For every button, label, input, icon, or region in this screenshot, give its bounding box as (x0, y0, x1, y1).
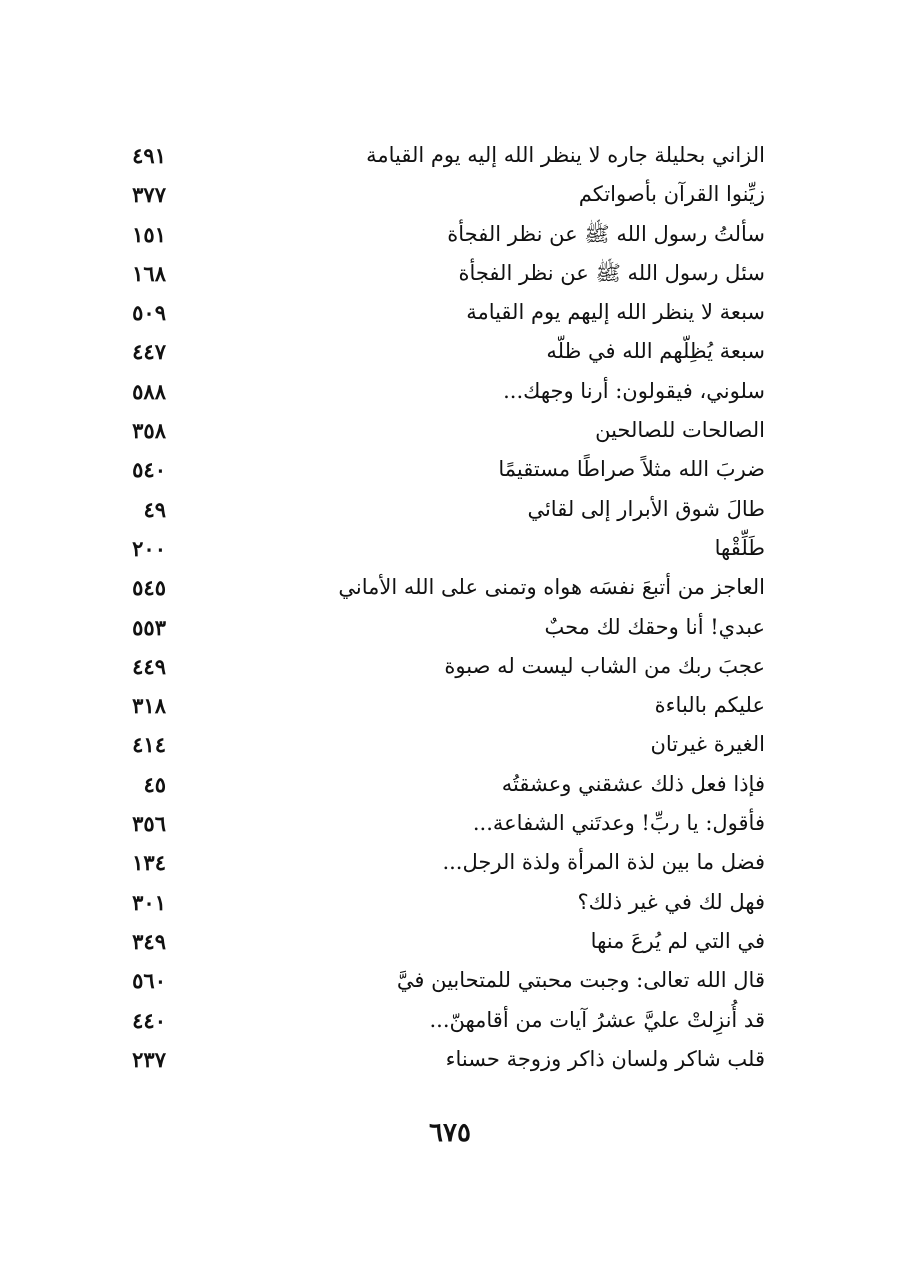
index-entry (120, 1001, 770, 1040)
page-reference: ٣٥٦ (132, 811, 166, 837)
hadith-text: الصالحات للصالحين (595, 418, 765, 443)
page-reference: ٥٤٥ (132, 575, 166, 601)
page-reference: ٥٦٠ (132, 968, 166, 994)
page-reference: ٤٤٠ (132, 1007, 166, 1033)
index-entry (120, 568, 770, 607)
hadith-text: فضل ما بين لذة المرأة ولذة الرجل... (442, 850, 765, 875)
hadith-text: عبدي! أنا وحقك لك محبٌ (544, 614, 765, 639)
page-reference: ٣٥٨ (132, 418, 166, 444)
hadith-text: قلب شاكر ولسان ذاكر وزوجة حسناء (445, 1046, 765, 1071)
index-entry (120, 686, 770, 725)
index-entry (120, 647, 770, 686)
index-entry (120, 490, 770, 529)
index-entry (120, 450, 770, 489)
page-reference: ٥٥٣ (132, 614, 166, 640)
index-entry (120, 608, 770, 647)
page-reference: ٤١٤ (132, 732, 166, 758)
page-reference: ٤٩ (143, 496, 166, 522)
index-entry (120, 136, 770, 175)
hadith-text: الزاني بحليلة جاره لا ينظر الله إليه يوم القيامة (366, 143, 765, 167)
page-reference: ١٣٤ (132, 850, 166, 876)
hadith-text: ضربَ الله مثلاً صراطًا مستقيمًا (498, 457, 765, 482)
index-entry (120, 843, 770, 882)
hadith-text: سلوني، فيقولون: أرنا وجهك... (503, 378, 765, 403)
hadith-text: زيِّنوا القرآن بأصواتكم (578, 182, 765, 207)
index-entry (120, 175, 770, 214)
index-entry (120, 961, 770, 1000)
index-entry (120, 215, 770, 254)
page-reference: ٥٠٩ (132, 300, 166, 326)
page-reference: ٣٧٧ (132, 182, 166, 208)
page-reference: ٢٠٠ (132, 535, 166, 561)
index-entry (120, 725, 770, 764)
hadith-text: الغيرة غيرتان (650, 732, 765, 757)
hadith-text: طَلِّقْها (714, 535, 765, 560)
hadith-text: العاجز من أتبعَ نفسَه هواه وتمنى على الله الأماني (338, 575, 765, 600)
hadith-text: قال الله تعالى: وجبت محبتي للمتحابين فيَّ (396, 968, 765, 993)
page-reference: ٤٩١ (132, 143, 166, 168)
hadith-text: عجبَ ربك من الشاب ليست له صبوة (444, 653, 765, 678)
page-reference: ٣٠١ (132, 889, 166, 915)
page-reference: ٢٣٧ (132, 1046, 166, 1072)
hadith-text: سئل رسول الله ﷺ عن نظر الفجأة (458, 260, 765, 285)
hadith-text: في التي لم يُرعَ منها (590, 928, 765, 953)
index-entry (120, 883, 770, 922)
page-reference: ٤٥ (143, 771, 166, 797)
index-entry (120, 254, 770, 293)
page-reference: ٣١٨ (132, 693, 166, 719)
index-entry (120, 332, 770, 371)
page-reference: ٤٤٩ (132, 653, 166, 679)
page-reference: ٥٤٠ (132, 457, 166, 483)
hadith-text: سبعة لا ينظر الله إليهم يوم القيامة (466, 300, 765, 325)
index-entry (120, 529, 770, 568)
hadith-text: سبعة يُظِلّهم الله في ظلّه (546, 339, 765, 364)
page-reference: ١٦٨ (132, 260, 166, 286)
hadith-text: سألتُ رسول الله ﷺ عن نظر الفجأة (447, 221, 765, 246)
hadith-text: عليكم بالباءة (654, 693, 765, 718)
index-entry (120, 804, 770, 843)
page-reference: ٥٨٨ (132, 378, 166, 404)
index-entry (120, 765, 770, 804)
page-reference: ١٥١ (132, 221, 166, 247)
hadith-text: فإذا فعل ذلك عشقني وعشقتُه (501, 771, 765, 796)
hadith-text: فهل لك في غير ذلك؟ (577, 889, 765, 914)
hadith-index-list (120, 136, 770, 1079)
page-number: ٦٧٥ (429, 1118, 471, 1148)
index-entry (120, 922, 770, 961)
page-reference: ٤٤٧ (132, 339, 166, 365)
hadith-text: طالَ شوق الأبرار إلى لقائي (527, 496, 765, 521)
index-entry (120, 1040, 770, 1079)
index-entry (120, 293, 770, 332)
index-entry (120, 411, 770, 450)
hadith-text: قد أُنزِلتْ عليَّ عشرُ آيات من أقامهنّ... (429, 1007, 765, 1032)
index-entry (120, 372, 770, 411)
hadith-text: فأقول: يا ربِّ! وعدتَني الشفاعة... (472, 811, 765, 836)
page-reference: ٣٤٩ (132, 928, 166, 954)
